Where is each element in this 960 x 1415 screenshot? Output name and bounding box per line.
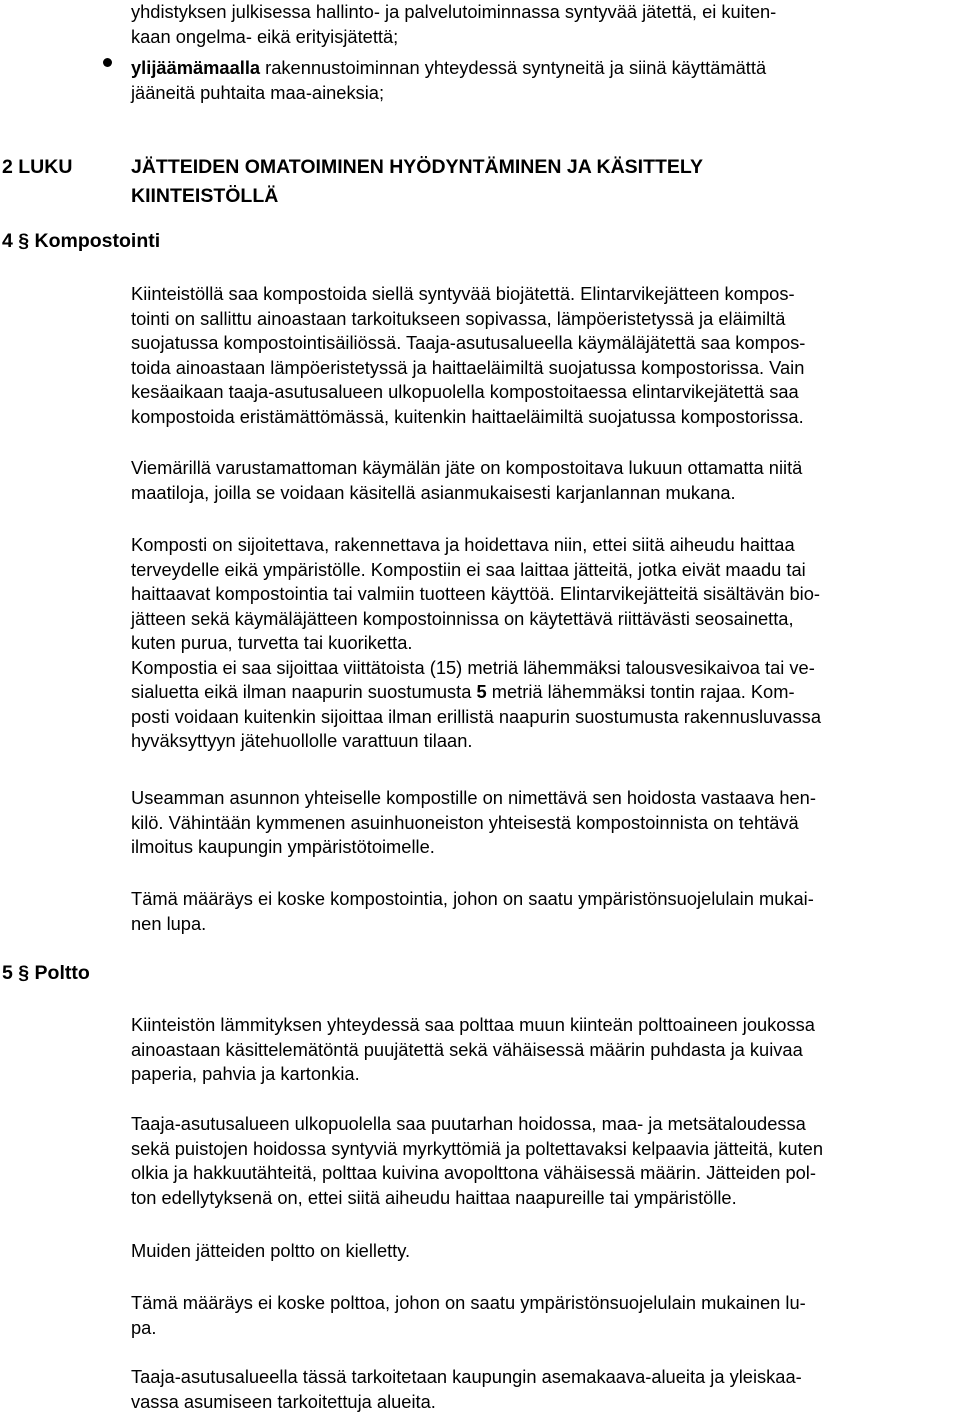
text-line: haittaavat kompostointia tai valmiin tuotteen käyttöä. Elintarvikejätteitä sisältävän bio- (131, 583, 820, 604)
text-line: Muiden jätteiden poltto on kielletty. (131, 1240, 411, 1261)
section5-paragraph-5 (131, 1365, 951, 1414)
chapter-title-line: KIINTEISTÖLLÄ (131, 185, 279, 207)
text-line: Taaja-asutusalueella tässä tarkoitetaan kaupungin asemakaava-alueita ja yleiskaa- (131, 1366, 802, 1387)
section5-paragraph-2 (131, 1112, 951, 1210)
text-line: nen lupa. (131, 912, 207, 934)
section5-paragraph-1 (131, 1013, 951, 1087)
text-fragment: metriä lähemmäksi tontin rajaa. Kom- (486, 681, 795, 702)
distance-value: 5 (476, 681, 487, 702)
text-line: hyväksyttyyn jätehuollolle varattuun tilaan. (131, 730, 473, 751)
section-heading-poltto: 5 § Poltto (2, 962, 90, 984)
text-line: posti voidaan kuitenkin sijoittaa ilman erillistä naapurin suostumusta rakennusluvassa (131, 705, 821, 727)
section-heading-kompostointi: 4 § Kompostointi (2, 230, 161, 252)
bullet-term: ylijäämämaalla (131, 57, 261, 78)
text-line: vassa asumiseen tarkoitettuja alueita. (131, 1390, 436, 1412)
text-line: jätteen sekä käymäläjätteen kompostoinnissa on käytettävä riittävästi seosainetta, (131, 607, 794, 629)
text-line: ilmoitus kaupungin ympäristötoimelle. (131, 836, 435, 857)
chapter-title-line: JÄTTEIDEN OMATOIMINEN HYÖDYNTÄMINEN JA KÄSITTELY (131, 156, 704, 178)
chapter-number: 2 LUKU (2, 156, 73, 178)
section5-paragraph-3 (131, 1239, 951, 1264)
text-line: Tämä määräys ei koske polttoa, johon on saatu ympäristönsuojelulain mukainen lu- (131, 1292, 806, 1313)
text-line: suojatussa kompostointisäiliössä. Taaja-asutusalueella käymäläjätettä saa kompos- (131, 332, 806, 353)
text-line: kompostoida eristämättömässä, kuitenkin haittaeläimiltä suojatussa kompostorissa. (131, 405, 804, 427)
chapter-title (131, 153, 703, 211)
text-line: Komposti on sijoitettava, rakennettava ja hoidettava niin, ettei siitä aiheudu haittaa (131, 534, 795, 555)
intro-continuation (131, 0, 951, 49)
bullet-line (131, 56, 951, 81)
section4-paragraph-3 (131, 533, 951, 754)
text-line: olkia ja hakkuutähteitä, polttaa kuivina avopolttona vähäisessä määrin. Jätteiden pol- (131, 1162, 816, 1183)
section4-paragraph-1 (131, 282, 951, 429)
text-line: kesäaikaan taaja-asutusalueen ulkopuolella kompostoitaessa elintarvikejätettä saa (131, 381, 799, 402)
bullet-icon (103, 58, 112, 67)
text-line: ainoastaan käsittelemätöntä puujätettä sekä vähäisessä määrin puhdasta ja kuivaa (131, 1038, 803, 1060)
text-line: Useamman asunnon yhteiselle kompostille on nimettävä sen hoidosta vastaava hen- (131, 787, 816, 808)
text-line: kaan ongelma- eikä erityisjätettä; (131, 25, 399, 47)
text-line (131, 680, 951, 705)
section5-paragraph-4 (131, 1291, 951, 1340)
text-line: maatiloja, joilla se voidaan käsitellä asianmukaisesti karjanlannan mukana. (131, 481, 736, 503)
text-line: kuten purua, turvetta tai kuoriketta. (131, 632, 413, 653)
text-line: sekä puistojen hoidossa syntyviä myrkyttömiä ja poltettavaksi kelpaavia jätteitä, kuten (131, 1137, 823, 1159)
section4-paragraph-4 (131, 786, 951, 860)
bullet-text: rakennustoiminnan yhteydessä syntyneitä ja siinä käyttämättä (260, 57, 767, 78)
text-line: ton edellytyksenä on, ettei siitä aiheudu haittaa naapureille tai ympäristölle. (131, 1186, 737, 1208)
text-line: Taaja-asutusalueen ulkopuolella saa puutarhan hoidossa, maa- ja metsätaloudessa (131, 1113, 806, 1134)
text-line: Kiinteistöllä saa kompostoida siellä syntyvää biojätettä. Elintarvikejätteen kompos- (131, 283, 795, 304)
text-fragment: sialuetta eikä ilman naapurin suostumusta (131, 681, 477, 702)
text-line: Kompostia ei saa sijoittaa viittätoista (15) metriä lähemmäksi talousvesikaivoa tai ve- (131, 656, 815, 678)
text-line: toida ainoastaan lämpöeristetyssä ja haittaeläimiltä suojatussa kompostorissa. Vain (131, 356, 805, 378)
bullet-item (131, 56, 951, 105)
text-line: Viemärillä varustamattoman käymälän jäte on kompostoitava lukuun ottamatta niitä (131, 457, 803, 478)
text-line: pa. (131, 1316, 157, 1338)
text-line: tointi on sallittu ainoastaan tarkoitukseen sopivassa, lämpöeristetyssä ja eläimiltä (131, 307, 786, 329)
section4-paragraph-5 (131, 887, 951, 936)
text-line: terveydelle eikä ympäristölle. Kompostiin ei saa laittaa jätteitä, jotka eivät maadu tai (131, 558, 806, 580)
section4-paragraph-2 (131, 456, 951, 505)
text-line: kilö. Vähintään kymmenen asuinhuoneiston yhteisestä kompostoinnista on tehtävä (131, 811, 799, 833)
text-line: paperia, pahvia ja kartonkia. (131, 1063, 360, 1084)
bullet-line-2: jääneitä puhtaita maa-aineksia; (131, 81, 385, 103)
text-line: Tämä määräys ei koske kompostointia, johon on saatu ympäristönsuojelulain mukai- (131, 888, 814, 909)
text-line: yhdistyksen julkisessa hallinto- ja palvelutoiminnassa syntyvää jätettä, ei kuiten- (131, 1, 777, 22)
text-line: Kiinteistön lämmityksen yhteydessä saa polttaa muun kiinteän polttoaineen joukossa (131, 1014, 815, 1035)
